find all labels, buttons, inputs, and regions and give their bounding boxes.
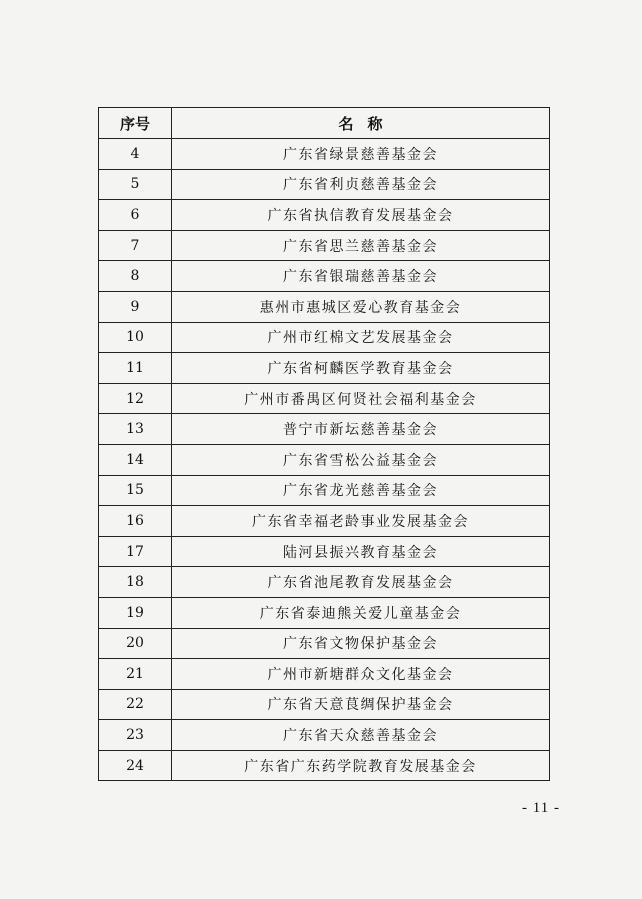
header-name: 名称 bbox=[172, 108, 550, 139]
table-row bbox=[99, 628, 550, 659]
table-row bbox=[99, 567, 550, 598]
row-seq: 23 bbox=[99, 720, 172, 751]
table-row bbox=[99, 444, 550, 475]
row-seq: 6 bbox=[99, 200, 172, 231]
row-name: 广东省天意茛绸保护基金会 bbox=[172, 689, 550, 720]
row-name: 广东省执信教育发展基金会 bbox=[172, 200, 550, 231]
row-name: 广东省利贞慈善基金会 bbox=[172, 169, 550, 200]
table-header-row bbox=[99, 108, 550, 139]
row-name: 惠州市惠城区爱心教育基金会 bbox=[172, 291, 550, 322]
row-seq: 17 bbox=[99, 536, 172, 567]
foundation-table bbox=[98, 107, 550, 781]
table-row bbox=[99, 597, 550, 628]
row-seq: 22 bbox=[99, 689, 172, 720]
row-seq: 13 bbox=[99, 414, 172, 445]
table-body bbox=[99, 139, 550, 781]
row-name: 广东省绿景慈善基金会 bbox=[172, 139, 550, 170]
row-seq: 15 bbox=[99, 475, 172, 506]
row-seq: 12 bbox=[99, 383, 172, 414]
row-seq: 24 bbox=[99, 750, 172, 781]
table-row bbox=[99, 689, 550, 720]
row-seq: 20 bbox=[99, 628, 172, 659]
table-row bbox=[99, 506, 550, 537]
table-row bbox=[99, 353, 550, 384]
row-seq: 8 bbox=[99, 261, 172, 292]
row-seq: 10 bbox=[99, 322, 172, 353]
table-row bbox=[99, 414, 550, 445]
row-seq: 21 bbox=[99, 659, 172, 690]
table-row bbox=[99, 200, 550, 231]
row-name: 广东省柯麟医学教育基金会 bbox=[172, 353, 550, 384]
row-name: 广州市番禺区何贤社会福利基金会 bbox=[172, 383, 550, 414]
row-seq: 18 bbox=[99, 567, 172, 598]
header-seq: 序号 bbox=[99, 108, 172, 139]
table-row bbox=[99, 659, 550, 690]
row-seq: 19 bbox=[99, 597, 172, 628]
row-seq: 5 bbox=[99, 169, 172, 200]
row-seq: 4 bbox=[99, 139, 172, 170]
row-name: 广东省雪松公益基金会 bbox=[172, 444, 550, 475]
row-name: 广东省池尾教育发展基金会 bbox=[172, 567, 550, 598]
row-name: 广州市新塘群众文化基金会 bbox=[172, 659, 550, 690]
row-name: 广州市红棉文艺发展基金会 bbox=[172, 322, 550, 353]
row-name: 广东省文物保护基金会 bbox=[172, 628, 550, 659]
table-row bbox=[99, 536, 550, 567]
table-row bbox=[99, 322, 550, 353]
row-seq: 11 bbox=[99, 353, 172, 384]
table-row bbox=[99, 383, 550, 414]
row-name: 普宁市新坛慈善基金会 bbox=[172, 414, 550, 445]
row-name: 广东省银瑞慈善基金会 bbox=[172, 261, 550, 292]
row-name: 广东省龙光慈善基金会 bbox=[172, 475, 550, 506]
table-row bbox=[99, 230, 550, 261]
row-name: 广东省泰迪熊关爱儿童基金会 bbox=[172, 597, 550, 628]
row-name: 广东省幸福老龄事业发展基金会 bbox=[172, 506, 550, 537]
row-name: 广东省天众慈善基金会 bbox=[172, 720, 550, 751]
row-name: 广东省思兰慈善基金会 bbox=[172, 230, 550, 261]
row-seq: 16 bbox=[99, 506, 172, 537]
row-seq: 9 bbox=[99, 291, 172, 322]
table-row bbox=[99, 261, 550, 292]
row-seq: 14 bbox=[99, 444, 172, 475]
table-row bbox=[99, 750, 550, 781]
table-row bbox=[99, 139, 550, 170]
row-name: 广东省广东药学院教育发展基金会 bbox=[172, 750, 550, 781]
table-row bbox=[99, 720, 550, 751]
row-name: 陆河县振兴教育基金会 bbox=[172, 536, 550, 567]
table-row bbox=[99, 291, 550, 322]
table-row bbox=[99, 169, 550, 200]
page-number: - 11 - bbox=[522, 800, 560, 816]
row-seq: 7 bbox=[99, 230, 172, 261]
table-row bbox=[99, 475, 550, 506]
